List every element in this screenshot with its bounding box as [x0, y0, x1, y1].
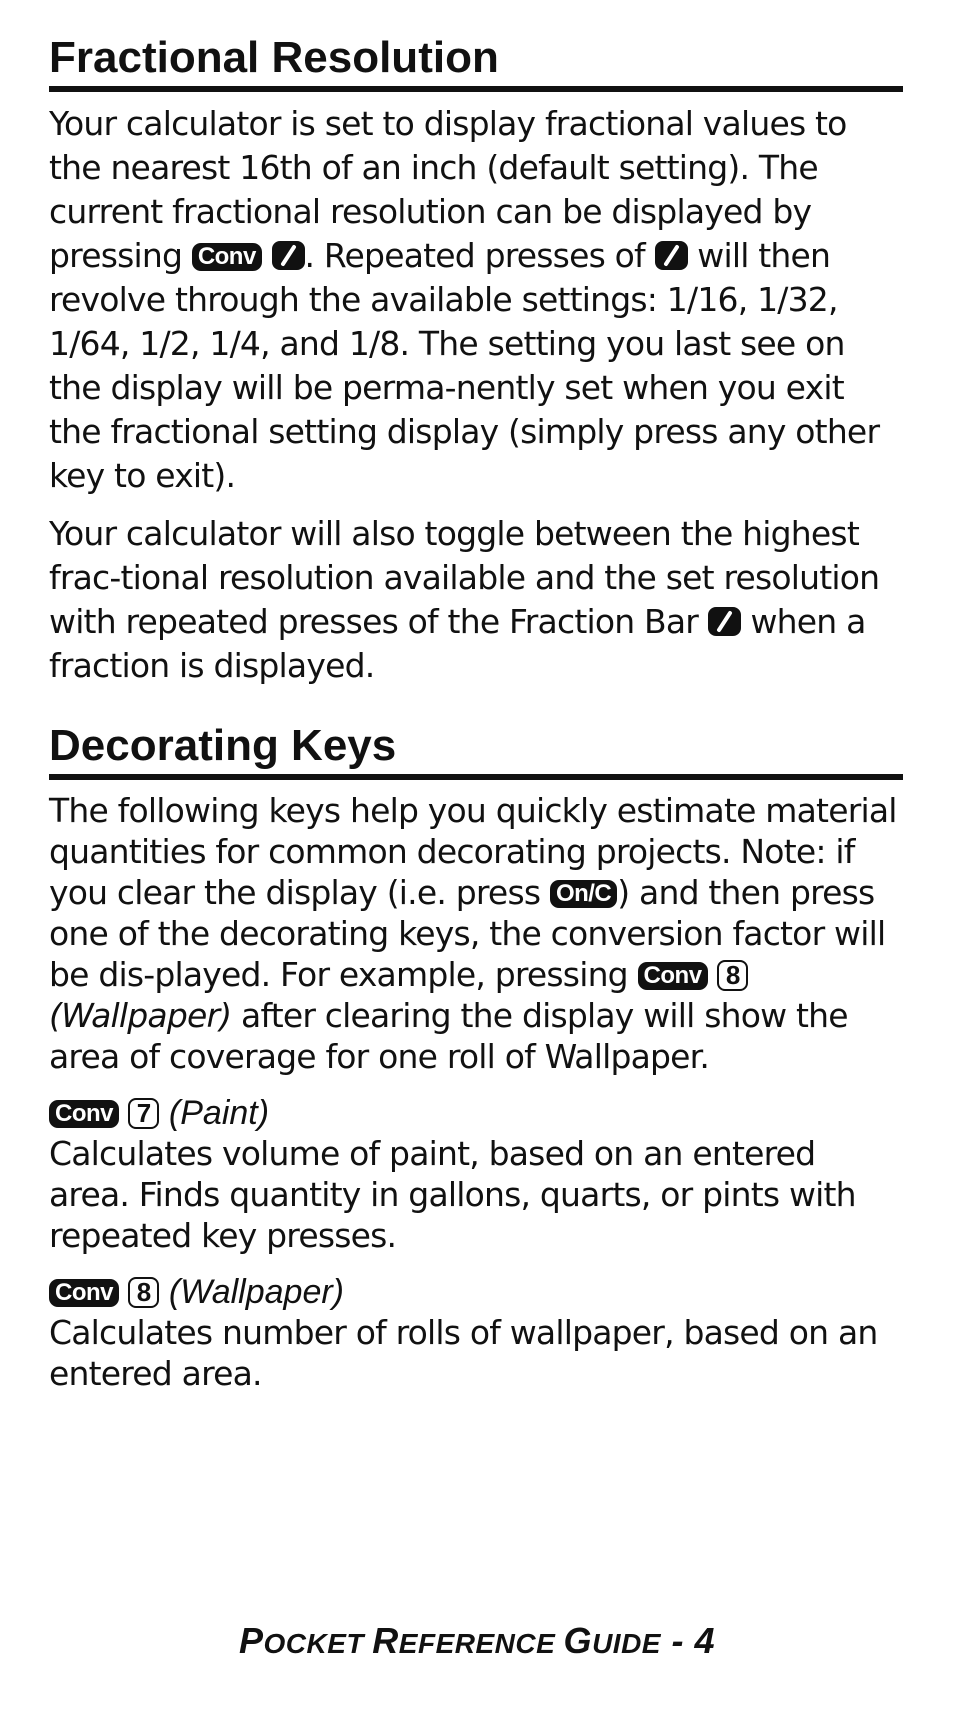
wallpaper-key-heading: [49, 1272, 903, 1312]
eight-key-icon: 8: [128, 1277, 159, 1308]
paint-label: (Paint): [168, 1094, 270, 1132]
paint-key-heading: [49, 1093, 903, 1133]
page-content: [49, 30, 903, 1394]
footer-text: UIDE: [592, 1628, 661, 1659]
paragraph-decorating-1: [49, 790, 903, 1077]
wallpaper-description: Calculates number of rolls of wallpaper, based on an entered area.: [49, 1313, 878, 1393]
paint-key-entry: [49, 1093, 903, 1256]
footer-page-number: - 4: [660, 1620, 715, 1661]
conv-key-icon: Conv: [49, 1279, 119, 1307]
text-run: after clearing the display will show the area of coverage for one roll of Wallpaper.: [49, 996, 848, 1076]
text-run: The following keys help you quickly estimate material quantities for common decorating projects. Note: if you clear the display (i.e. press: [49, 791, 897, 912]
fraction-bar-key-icon: [708, 607, 741, 636]
section-heading-decorating-keys: Decorating Keys: [49, 718, 903, 780]
wallpaper-example-label: (Wallpaper): [49, 996, 232, 1035]
footer-text: P: [239, 1620, 264, 1661]
text-run: ) and then press one of the decorating keys, the conversion factor will be dis-played. For example, pressing: [49, 873, 886, 994]
text-run: . Repeated presses of: [304, 236, 645, 275]
paragraph-fractional-2: [49, 512, 903, 688]
text-run: when a fraction is displayed.: [49, 602, 866, 685]
paint-description: Calculates volume of paint, based on an entered area. Finds quantity in gallons, quarts, or pints with repeated key presses.: [49, 1134, 856, 1255]
wallpaper-label: (Wallpaper): [168, 1273, 345, 1311]
conv-key-icon: Conv: [638, 962, 708, 990]
footer-text: R: [372, 1620, 399, 1661]
on-clear-key-icon: On/C: [550, 880, 617, 908]
page-footer: [0, 1620, 954, 1662]
conv-key-icon: Conv: [49, 1100, 119, 1128]
text-run: Your calculator will also toggle between the highest frac-tional resolution available and the set resolution with repeated presses of the Fraction Bar: [49, 514, 880, 641]
eight-key-icon: 8: [717, 960, 748, 991]
fraction-bar-key-icon: [272, 241, 305, 270]
paragraph-fractional-1: [49, 102, 903, 498]
text-run: Your calculator is set to display fractional values to the nearest 16th of an inch (default setting). The current fractional resolution can be displayed by pressing: [49, 104, 847, 275]
conv-key-icon: Conv: [192, 243, 262, 271]
footer-text: G: [563, 1620, 593, 1661]
fraction-bar-key-icon: [655, 241, 688, 270]
wallpaper-key-entry: [49, 1272, 903, 1394]
footer-text: OCKET: [263, 1628, 373, 1659]
seven-key-icon: 7: [128, 1098, 159, 1129]
footer-text: EFERENCE: [398, 1628, 564, 1659]
text-run: will then revolve through the available settings: 1/16, 1/32, 1/64, 1/2, 1/4, and 1/8. The setting you last see on the display will be perma-nently set when you exit the fractional setting display (simply press any other key to exit).: [49, 236, 880, 495]
section-heading-fractional-resolution: Fractional Resolution: [49, 30, 903, 92]
